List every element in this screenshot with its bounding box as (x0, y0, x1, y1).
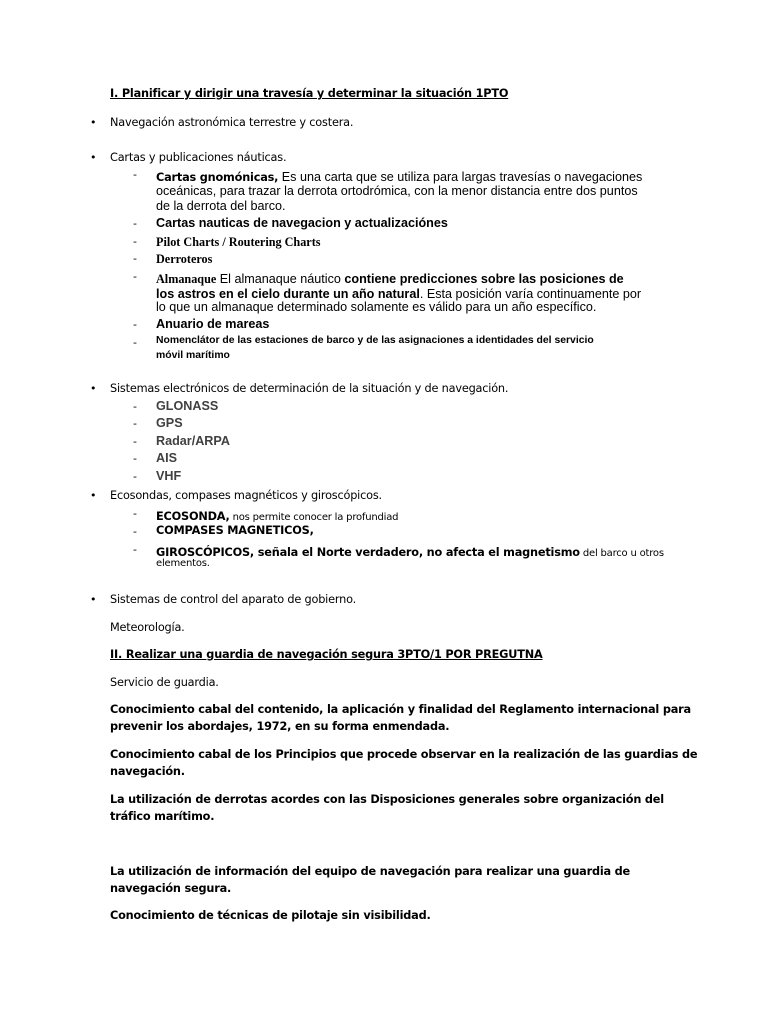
bullet-marker: • (90, 489, 97, 502)
cartas-gnomonicas-title: Cartas gnomónicas, (156, 171, 279, 184)
sub-item-nomenclator: Nomenclátor de las estaciones de barco y de las asignaciones a identidades del servicio (156, 335, 594, 346)
list-item-ecosondas: Ecosondas, compases magnéticos y giroscópicos. (110, 489, 382, 502)
cartas-gnomonicas-line-3: de la derrota del barco. (156, 199, 286, 213)
dash-marker: - (133, 252, 137, 265)
almanaque-text-4: . Esta posición varía continuamente por (419, 287, 642, 301)
section-2-heading: II. Realizar una guardia de navegación segura 3PTO/1 POR PREGUTNA (110, 648, 543, 661)
servicio-guardia-text: Servicio de guardia. (110, 676, 219, 689)
sub-item-cartas-nauticas: Cartas nauticas de navegacion y actualizaciónes (156, 216, 448, 230)
list-item-cartas: Cartas y publicaciones náuticas. (110, 151, 287, 164)
dash-marker: - (133, 525, 137, 538)
nomenclator-line-2: móvil marítimo (156, 350, 230, 361)
list-item-navegacion: Navegación astronómica terrestre y costera. (110, 116, 354, 129)
paragraph-pilotaje: Conocimiento de técnicas de pilotaje sin visibilidad. (110, 909, 431, 922)
sub-item-ais: AIS (156, 451, 177, 465)
list-item-sistemas-control: Sistemas de control del aparato de gobierno. (110, 593, 356, 606)
dash-marker: - (133, 435, 137, 448)
sub-item-pilot-charts: Pilot Charts / Routering Charts (156, 235, 321, 249)
bullet-marker: • (90, 151, 97, 164)
list-item-sistemas-electronicos: Sistemas electrónicos de determinación de la situación y de navegación. (110, 382, 509, 395)
almanaque-line-3: lo que un almanaque determinado solamente es válido para un año específico. (156, 300, 597, 314)
bullet-marker: • (90, 593, 97, 606)
sub-item-ecosonda (156, 506, 398, 525)
dash-marker: - (133, 217, 137, 230)
dash-marker: - (133, 452, 137, 465)
sub-item-vhf: VHF (156, 469, 182, 483)
almanaque-text-2: contiene predicciones sobre las posiciones de (344, 272, 624, 286)
dash-marker: - (133, 400, 137, 413)
sub-item-giroscopicos (156, 542, 664, 561)
meteorologia-text: Meteorología. (110, 621, 185, 634)
section-1-heading: I. Planificar y dirigir una travesía y determinar la situación 1PTO (110, 87, 509, 100)
paragraph-equipo-line-1: La utilización de información del equipo de navegación para realizar una guardia de (110, 865, 631, 878)
dash-marker: - (133, 235, 137, 248)
paragraph-reglamento-line-2: prevenir los abordajes, 1972, en su forma enmendada. (110, 720, 450, 733)
dash-marker: - (133, 270, 137, 283)
bullet-marker: • (90, 382, 97, 395)
paragraph-principios-line-1: Conocimiento cabal de los Principios que procede observar en la realización de las guardias de (110, 748, 698, 761)
cartas-gnomonicas-text: Es una carta que se utiliza para largas travesías o navegaciones (278, 170, 643, 184)
almanaque-text-3: los astros en el cielo durante un año natural (156, 287, 420, 301)
ecosonda-text: nos permite conocer la profundiad (229, 512, 399, 523)
ecosonda-title: ECOSONDA, (156, 510, 230, 523)
dash-marker: - (133, 417, 137, 430)
sub-item-derroteros: Derroteros (156, 252, 213, 266)
dash-marker: - (133, 336, 137, 349)
giroscopicos-text-bold: GIROSCÓPICOS, señala el Norte verdadero, no afecta el magnetismo (156, 546, 580, 559)
sub-item-compases: COMPASES MAGNETICOS, (156, 524, 314, 537)
sub-item-radar: Radar/ARPA (156, 434, 230, 448)
cartas-gnomonicas-line-2: oceánicas, para trazar la derrota ortodrómica, con la menor distancia entre dos puntos (156, 184, 638, 198)
dash-marker: - (133, 507, 137, 520)
almanaque-title: Almanaque (156, 272, 217, 286)
paragraph-derrotas-line-2: tráfico marítimo. (110, 810, 215, 823)
sub-item-glonass: GLONASS (156, 399, 219, 413)
sub-item-gps: GPS (156, 416, 183, 430)
almanaque-text-1: El almanaque náutico (216, 272, 345, 286)
sub-item-anuario: Anuario de mareas (156, 317, 270, 331)
dash-marker: - (133, 318, 137, 331)
dash-marker: - (133, 470, 137, 483)
dash-marker: - (133, 168, 137, 181)
giroscopicos-line-2: elementos. (156, 558, 210, 569)
paragraph-equipo-line-2: navegación segura. (110, 882, 232, 895)
paragraph-derrotas-line-1: La utilización de derrotas acordes con las Disposiciones generales sobre organización del (110, 793, 664, 806)
giroscopicos-text: del barco u otros (579, 548, 664, 559)
paragraph-principios-line-2: navegación. (110, 765, 185, 778)
dash-marker: - (133, 543, 137, 556)
paragraph-reglamento-line-1: Conocimiento cabal del contenido, la aplicación y finalidad del Reglamento internacional para (110, 703, 691, 716)
bullet-marker: • (90, 116, 97, 129)
